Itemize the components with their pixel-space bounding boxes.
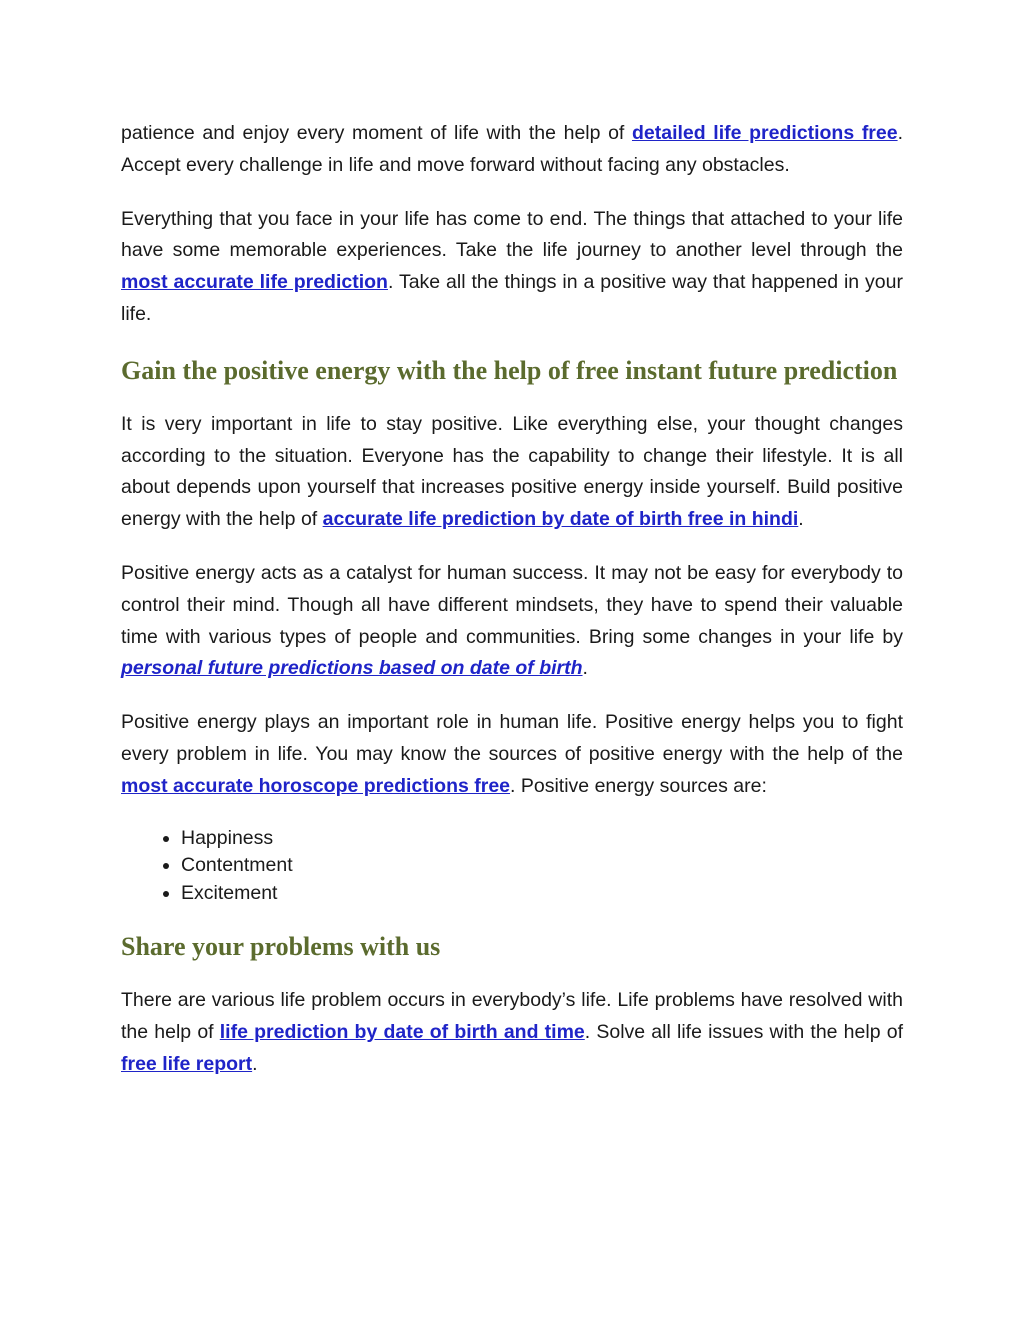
list-item: • Happiness (181, 825, 903, 853)
paragraph-energy-sources: Positive energy plays an important role in human life. Positive energy helps you to fight every problem in life. You may know the sources of positive energy with the help of the most accurate horoscope predictions free. Positive energy sources are: (121, 711, 903, 797)
paragraph-life-journey: Everything that you face in your life has come to end. The things that attached to your life have some memorable experiences. Take the life journey to another level through the most accurate life prediction. Take all the things in a positive way that happened in your life. (121, 207, 903, 325)
list-item: • Excitement (181, 880, 903, 908)
link-free-life-report[interactable]: free life report (121, 1052, 253, 1075)
link-accurate-life-prediction-hindi[interactable]: accurate life prediction by date of birth free in hindi (322, 508, 799, 531)
paragraph-intro: patience and enjoy every moment of life with the help of detailed life predictions free. Accept every challenge in life and move forward without facing any obstacles. (121, 122, 904, 176)
paragraph-life-problems: There are various life problem occurs in everybody’s life. Life problems have resolved with the help of life prediction by date of birth and time. Solve all life issues with the help of free life report. (121, 989, 903, 1075)
link-detailed-life-predictions[interactable]: detailed life predictions free (631, 122, 898, 144)
heading-positive-energy: Gain the positive energy with the help of free instant future prediction (121, 355, 898, 385)
energy-sources-list (121, 825, 903, 908)
paragraph-catalyst: Positive energy acts as a catalyst for human success. It may not be easy for everybody to control their mind. Though all have different mindsets, they have to spend their valuable time with various types of people and communities. Bring some changes in your life by personal future predictions based on date of birth. (121, 561, 903, 680)
link-most-accurate-life-prediction[interactable]: most accurate life prediction (121, 271, 388, 294)
list-item: • Contentment (181, 852, 903, 880)
link-horoscope-predictions[interactable]: most accurate horoscope predictions free (121, 774, 511, 797)
document-page (121, 118, 903, 1102)
link-life-prediction-date-time[interactable]: life prediction by date of birth and time (219, 1020, 585, 1043)
heading-share-problems: Share your problems with us (121, 932, 441, 962)
link-personal-future-predictions[interactable]: personal future predictions based on date of birth (121, 657, 583, 680)
paragraph-stay-positive: It is very important in life to stay positive. Like everything else, your thought changes according to the situation. Everyone has the capability to change their lifestyle. It is all about depends upon yourself that increases positive energy inside yourself. Build positive energy with the help of accurate life prediction by date of birth free in hindi. (121, 412, 903, 531)
